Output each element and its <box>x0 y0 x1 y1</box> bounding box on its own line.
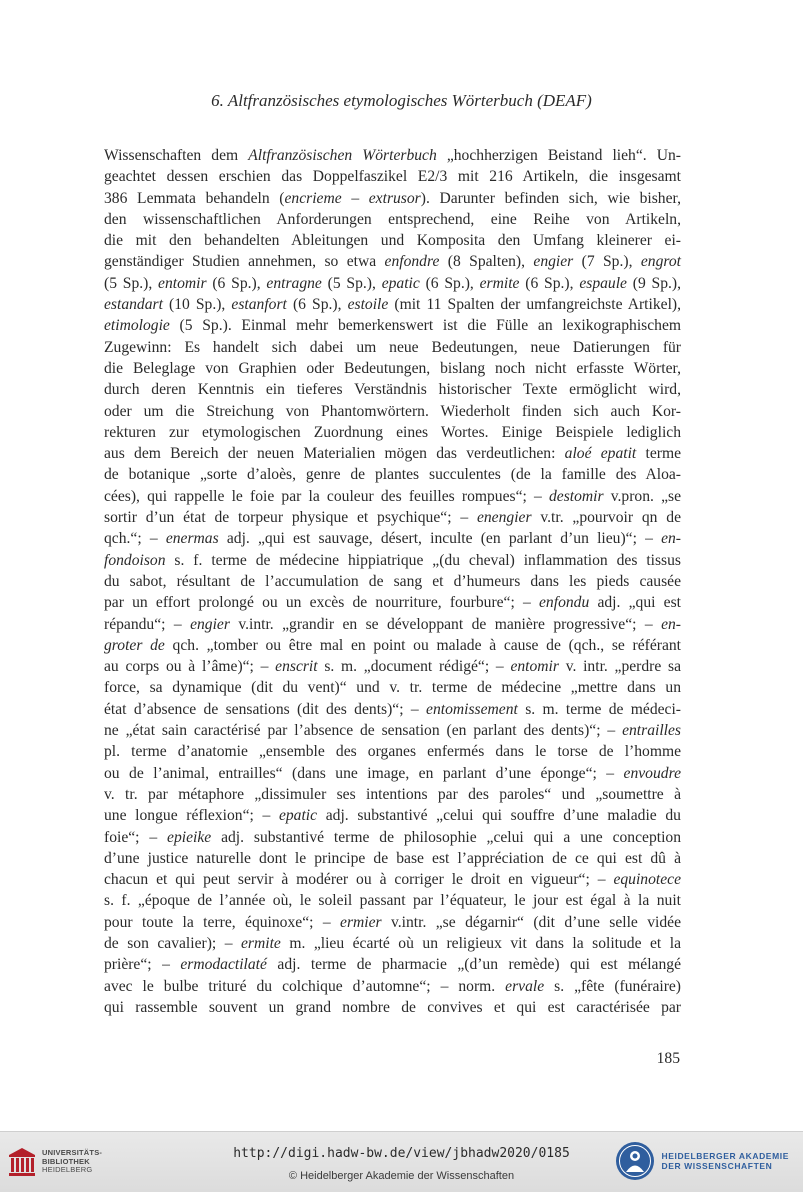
text-segment: oder um die Streichung von Phantomwörtern. Wiederholt finden sich auch Kor- <box>104 402 681 420</box>
page-number: 185 <box>656 1050 680 1067</box>
text-segment: v.intr. „grandir en se développant de manière progressive“; – <box>229 615 662 633</box>
text-line <box>104 933 681 954</box>
text-segment: au corps ou à l’âme)“; – <box>104 658 276 676</box>
text-line <box>104 315 681 336</box>
italic-lemma: espaule <box>579 274 627 292</box>
text-line <box>104 954 681 975</box>
text-line <box>104 976 681 997</box>
text-segment: (6 Sp.), <box>286 296 348 314</box>
text-line <box>104 188 681 209</box>
permalink-url[interactable]: http://digi.hadw-bw.de/view/jbhadw2020/0185 <box>233 1146 570 1161</box>
text-segment: s. „fête (funéraire) <box>544 977 682 995</box>
text-segment: cées), qui rappelle le foie par la couleur des feuilles rompues“; – <box>104 487 549 505</box>
text-segment: adj. „qui est sauvage, désert, inculte (en parlant d’un lieu)“; – <box>218 530 662 548</box>
italic-lemma: ermodactilaté <box>180 956 267 974</box>
text-segment: (9 Sp.), <box>626 274 682 292</box>
text-line <box>104 635 681 656</box>
body-text <box>104 145 681 1018</box>
text-segment: v. intr. „perdre sa <box>558 658 681 676</box>
running-head: 6. Altfranzösisches etymologisches Wörterbuch (DEAF) <box>211 91 592 110</box>
hadw-logo-line2: DER WISSENSCHAFTEN <box>661 1161 773 1171</box>
italic-lemma: enermas <box>165 530 219 548</box>
text-segment: „hochherzigen Beistand lieh“. Un- <box>436 147 682 164</box>
text-segment: v. tr. par métaphore „dissimuler ses intentions par des paroles“ und „soumettre à <box>104 785 681 803</box>
text-line <box>104 763 681 784</box>
text-segment: (6 Sp.), <box>419 274 480 292</box>
text-segment: rekturen zur etymologischen Zuordnung eines Wortes. Einige Beispiele lediglich <box>104 423 681 441</box>
text-segment: ou de l’animal, entrailles“ (dans une image, en parlant d’une éponge“; – <box>104 764 624 782</box>
text-line <box>104 358 681 379</box>
text-line <box>104 614 681 635</box>
text-segment: terme <box>636 445 681 463</box>
italic-lemma: estandart <box>104 296 163 314</box>
italic-lemma: engrot <box>640 253 681 271</box>
text-segment: m. „lieu écarté où un religieux vit dans la solitude et la <box>280 934 681 952</box>
text-segment: pour toute la terre, équinoxe“; – <box>104 913 341 931</box>
text-line <box>104 720 681 741</box>
text-segment: adj. terme de pharmacie „(d’un remède) qui est mélangé <box>266 956 681 974</box>
text-line <box>104 912 681 933</box>
italic-lemma: ermite <box>479 274 520 292</box>
text-segment: d’une justice naturelle dont le principe de base est l’appréciation de ce qui est dû à <box>104 849 681 867</box>
copyright-notice: © Heidelberger Akademie der Wissenschaften <box>288 1170 515 1182</box>
text-segment: prière“; – <box>104 956 181 974</box>
ub-logo-line3: HEIDELBERG <box>42 1165 93 1175</box>
text-segment: adj. „qui est <box>589 594 681 612</box>
text-segment: ). Darunter befinden sich, wie bisher, <box>420 189 681 207</box>
text-segment: (8 Spalten), <box>439 253 534 271</box>
italic-lemma: enfondu <box>539 594 590 612</box>
italic-lemma: enscrit <box>275 658 318 676</box>
italic-lemma: Altfranzösischen Wörterbuch <box>248 147 437 164</box>
text-segment: s. f. „époque de l’année où, le soleil passant par l’équateur, le jour est égal à la nuit <box>104 892 681 910</box>
italic-lemma: ermier <box>340 913 382 931</box>
text-line <box>104 401 681 422</box>
text-line <box>104 486 681 507</box>
italic-lemma: envoudre <box>623 764 681 782</box>
italic-lemma: destomir <box>549 487 604 505</box>
italic-lemma: estoile <box>347 296 389 314</box>
text-segment: adj. substantivé terme de philosophie „celui qui a une conception <box>211 828 681 846</box>
italic-lemma: estanfort <box>231 296 287 314</box>
text-segment: die Beleglage von Graphien oder Bedeutungen, bislang noch nicht erfasste Wörter, <box>104 359 681 377</box>
italic-lemma: epatic <box>278 807 318 825</box>
text-segment: répandu“; – <box>104 615 191 633</box>
text-segment: v.pron. „se <box>603 487 681 505</box>
text-line <box>104 379 681 400</box>
text-segment: genständiger Studien annehmen, so etwa <box>104 253 385 271</box>
text-segment: adj. substantivé „celui qui souffre d’une maladie du <box>317 807 681 825</box>
viewer-footer <box>0 1131 803 1192</box>
text-segment: une longue réflexion“; – <box>104 807 279 825</box>
text-segment: s. m. „document rédigé“; – <box>317 658 511 676</box>
italic-lemma: enengier <box>476 509 532 527</box>
text-segment: foie“; – <box>104 828 168 846</box>
text-segment: (6 Sp.), <box>519 274 580 292</box>
text-segment: ne „état sain caractérisé par l’absence de sensation (en parlant des dents)“; – <box>104 722 623 740</box>
text-segment: du sabot, résultant de l’accumulation de sang et d’humeurs dans les pieds causée <box>104 572 681 590</box>
text-line <box>104 294 681 315</box>
text-segment: Wissenschaften dem <box>104 147 249 164</box>
hadw-logo[interactable] <box>615 1141 789 1181</box>
italic-lemma: fondoison <box>104 551 166 569</box>
text-segment: (5 Sp.), <box>321 274 382 292</box>
italic-lemma: epieike <box>167 828 212 846</box>
text-line <box>104 805 681 826</box>
text-line <box>104 890 681 911</box>
text-segment: (5 Sp.). Einmal mehr bemerkenswert ist die Fülle an lexikographischem <box>169 317 681 335</box>
italic-lemma: etimologie <box>104 317 170 335</box>
text-line <box>104 337 681 358</box>
text-line <box>104 464 681 485</box>
italic-lemma: entrailles <box>622 722 681 740</box>
hadw-logo-line1: HEIDELBERGER AKADEMIE <box>661 1151 789 1161</box>
text-line <box>104 507 681 528</box>
text-segment: (10 Sp.), <box>162 296 232 314</box>
text-segment: avec le bulbe trituré du colchique d’automne“; – norm. <box>104 977 506 995</box>
text-segment: v.tr. „pourvoir qn de <box>531 509 681 527</box>
text-segment: qch. „tomber ou être mal en point ou malade à cause de (qch., se référant <box>164 636 681 654</box>
text-line <box>104 677 681 698</box>
text-segment: qui rassemble souvent un grand nombre de convives et qui est caractérisée par <box>104 998 681 1016</box>
text-line <box>104 827 681 848</box>
text-line <box>104 869 681 890</box>
text-segment: (mit 11 Spalten der umfangreichste Artikel), <box>388 296 681 314</box>
ub-logo-line1: UNIVERSITÄTS- <box>42 1148 103 1158</box>
text-line <box>104 528 681 549</box>
text-line <box>104 699 681 720</box>
italic-lemma: engier <box>533 253 574 271</box>
text-segment: (7 Sp.), <box>573 253 641 271</box>
text-segment: durch deren Kenntnis ein tieferes Verständnis historischer Texte ermöglicht wird, <box>104 381 681 399</box>
text-segment: (5 Sp.), <box>104 274 159 292</box>
italic-lemma: epatic <box>381 274 420 292</box>
italic-lemma: entomir <box>158 274 207 292</box>
text-line <box>104 166 681 187</box>
text-line <box>104 422 681 443</box>
italic-lemma: equinotece <box>613 871 681 889</box>
italic-lemma: en- <box>661 615 681 633</box>
text-segment: den wissenschaftlichen Anforderungen entsprechend, eine Reihe von Artikeln, <box>104 210 681 228</box>
text-line <box>104 741 681 762</box>
text-segment: sortir d’un état de torpeur physique et psychique“; – <box>104 509 477 527</box>
text-line <box>104 656 681 677</box>
text-segment: aus dem Bereich der neuen Materialien mögen das verdeutlichen: <box>104 445 565 463</box>
italic-lemma: ermite <box>240 934 281 952</box>
text-segment: die mit den behandelten Ableitungen und Komposita den Umfang kleinerer ei- <box>104 232 681 250</box>
text-segment: état d’absence de sensations (dit des dents)“; – <box>104 700 427 718</box>
text-line <box>104 251 681 272</box>
text-segment: de son cavalier); – <box>104 934 241 952</box>
text-line <box>104 230 681 251</box>
italic-lemma: entragne <box>266 274 322 292</box>
text-segment: s. m. terme de médeci- <box>517 700 681 718</box>
text-segment: par un effort prolongé ou un excès de nourriture, fourbure“; – <box>104 594 540 612</box>
italic-lemma: groter de <box>104 636 165 654</box>
text-segment: 386 Lemmata behandeln ( <box>104 189 285 207</box>
italic-lemma: en- <box>661 530 681 548</box>
text-line <box>104 145 681 166</box>
italic-lemma: enfondre <box>384 253 440 271</box>
text-segment: v.intr. „se dégarnir“ (dit d’une selle vidée <box>381 913 682 931</box>
italic-lemma: ervale <box>505 977 545 995</box>
text-line <box>104 209 681 230</box>
text-segment: geachtet dessen erschien das Doppelfaszikel E2/3 mit 216 Artikeln, die insgesamt <box>104 168 681 186</box>
text-line <box>104 273 681 294</box>
text-line <box>104 443 681 464</box>
text-segment: Zugewinn: Es handelt sich dabei um neue Bedeutungen, neue Datierungen für <box>104 338 681 356</box>
text-segment: chacun et qui peut servir à modérer ou à corriger le droit en vigueur“; – <box>104 871 614 889</box>
italic-lemma: encrieme – extrusor <box>284 189 421 207</box>
italic-lemma: aloé epatit <box>564 445 637 463</box>
italic-lemma: entomir <box>510 658 559 676</box>
text-segment: pl. terme d’anatomie „ensemble des organes enfermés dans le torse de l’homme <box>104 743 681 761</box>
ub-logo-line2: BIBLIOTHEK <box>42 1156 90 1166</box>
text-line <box>104 592 681 613</box>
text-segment: s. f. terme de médecine hippiatrique „(du cheval) inflammation des tissus <box>165 551 681 569</box>
text-segment: qch.“; – <box>104 530 166 548</box>
academy-seal-icon <box>615 1141 655 1181</box>
italic-lemma: engier <box>190 615 230 633</box>
hadw-logo-text <box>661 1151 789 1171</box>
text-line <box>104 997 681 1018</box>
text-segment: (6 Sp.), <box>206 274 267 292</box>
text-line <box>104 571 681 592</box>
text-segment: de botanique „sorte d’aloès, genre de plantes succulentes (de la famille des Aloa- <box>104 466 681 484</box>
italic-lemma: entomissement <box>426 700 518 718</box>
text-line <box>104 848 681 869</box>
text-line <box>104 784 681 805</box>
text-segment: force, sa dynamique (dit du vent)“ und v. tr. terme de médecine „mettre dans un <box>104 679 681 697</box>
text-line <box>104 550 681 571</box>
